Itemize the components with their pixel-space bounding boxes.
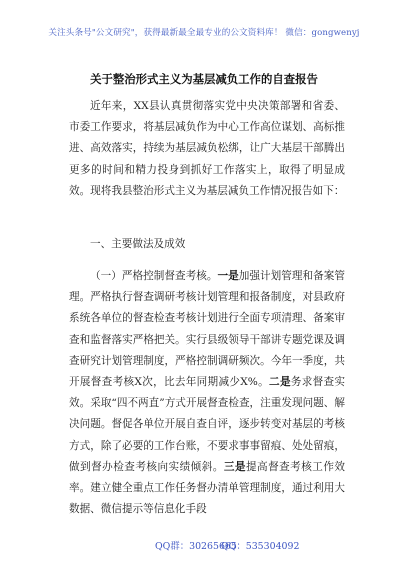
point-2-label: 二是 [269,376,291,389]
document-title: 关于整治形式主义为基层减负工作的自查报告 [90,72,318,86]
point-2-text: 务求督查实效。采取“四不两直”方式开展督查检查，注重发现问题、解决问题。督促各单位开展自查自评，逐步转变对基层的考核方式，除了必要的工作台账，不要求事事留痕、处处留痕，做到督办检查考核向实绩倾斜。 [69,376,346,473]
header-banner: 关注头条号"公文研究"，获得最新最全最专业的公文资料库！ 微信：gongwenyj [48,28,360,38]
subsection-text [69,266,345,520]
point-3-label: 三是 [223,460,246,473]
subsection-paragraph [69,266,345,520]
qq-group-number: QQ群：30265665 [155,541,237,552]
intro-paragraph [69,96,345,202]
subsection-lead: （一）严格控制督查考核。 [90,270,218,282]
point-3-text: 提高督查考核工作效率。建立健全重点工作任务督办清单管理制度，通过利用大数据、微信提示等信息化手段 [69,460,346,516]
point-1-text: 加强计划管理和备案管理。严格执行督查调研考核计划管理和报备制度，对县政府系统各单位的督查检查考核计划进行全面专项清理、备案审查和监督落实严格把关。实行县级领导干部讲专题党课及调查研究计划管理制度，严格控制调研频次。今年一季度，共开展督查考核X次，比去年同期减少X%。 [69,270,346,389]
section-heading: 一、主要做法及成效 [90,238,186,250]
qq-number: QQ：535304092 [221,541,300,552]
point-1-label: 一是 [217,270,239,282]
intro-text: 近年来，XX县认真贯彻落实党中央决策部署和省委、市委工作要求，将基层减负作为中心工作高位谋划、高标推进、高效落实，持续为基层减负松绑，让广大基层干部腾出更多的时间和精力投身到抓好工作落实上，取得了明显成效。现将我县整治形式主义为基层减负工作情况报告如下： [69,100,345,197]
footer [0,538,408,558]
